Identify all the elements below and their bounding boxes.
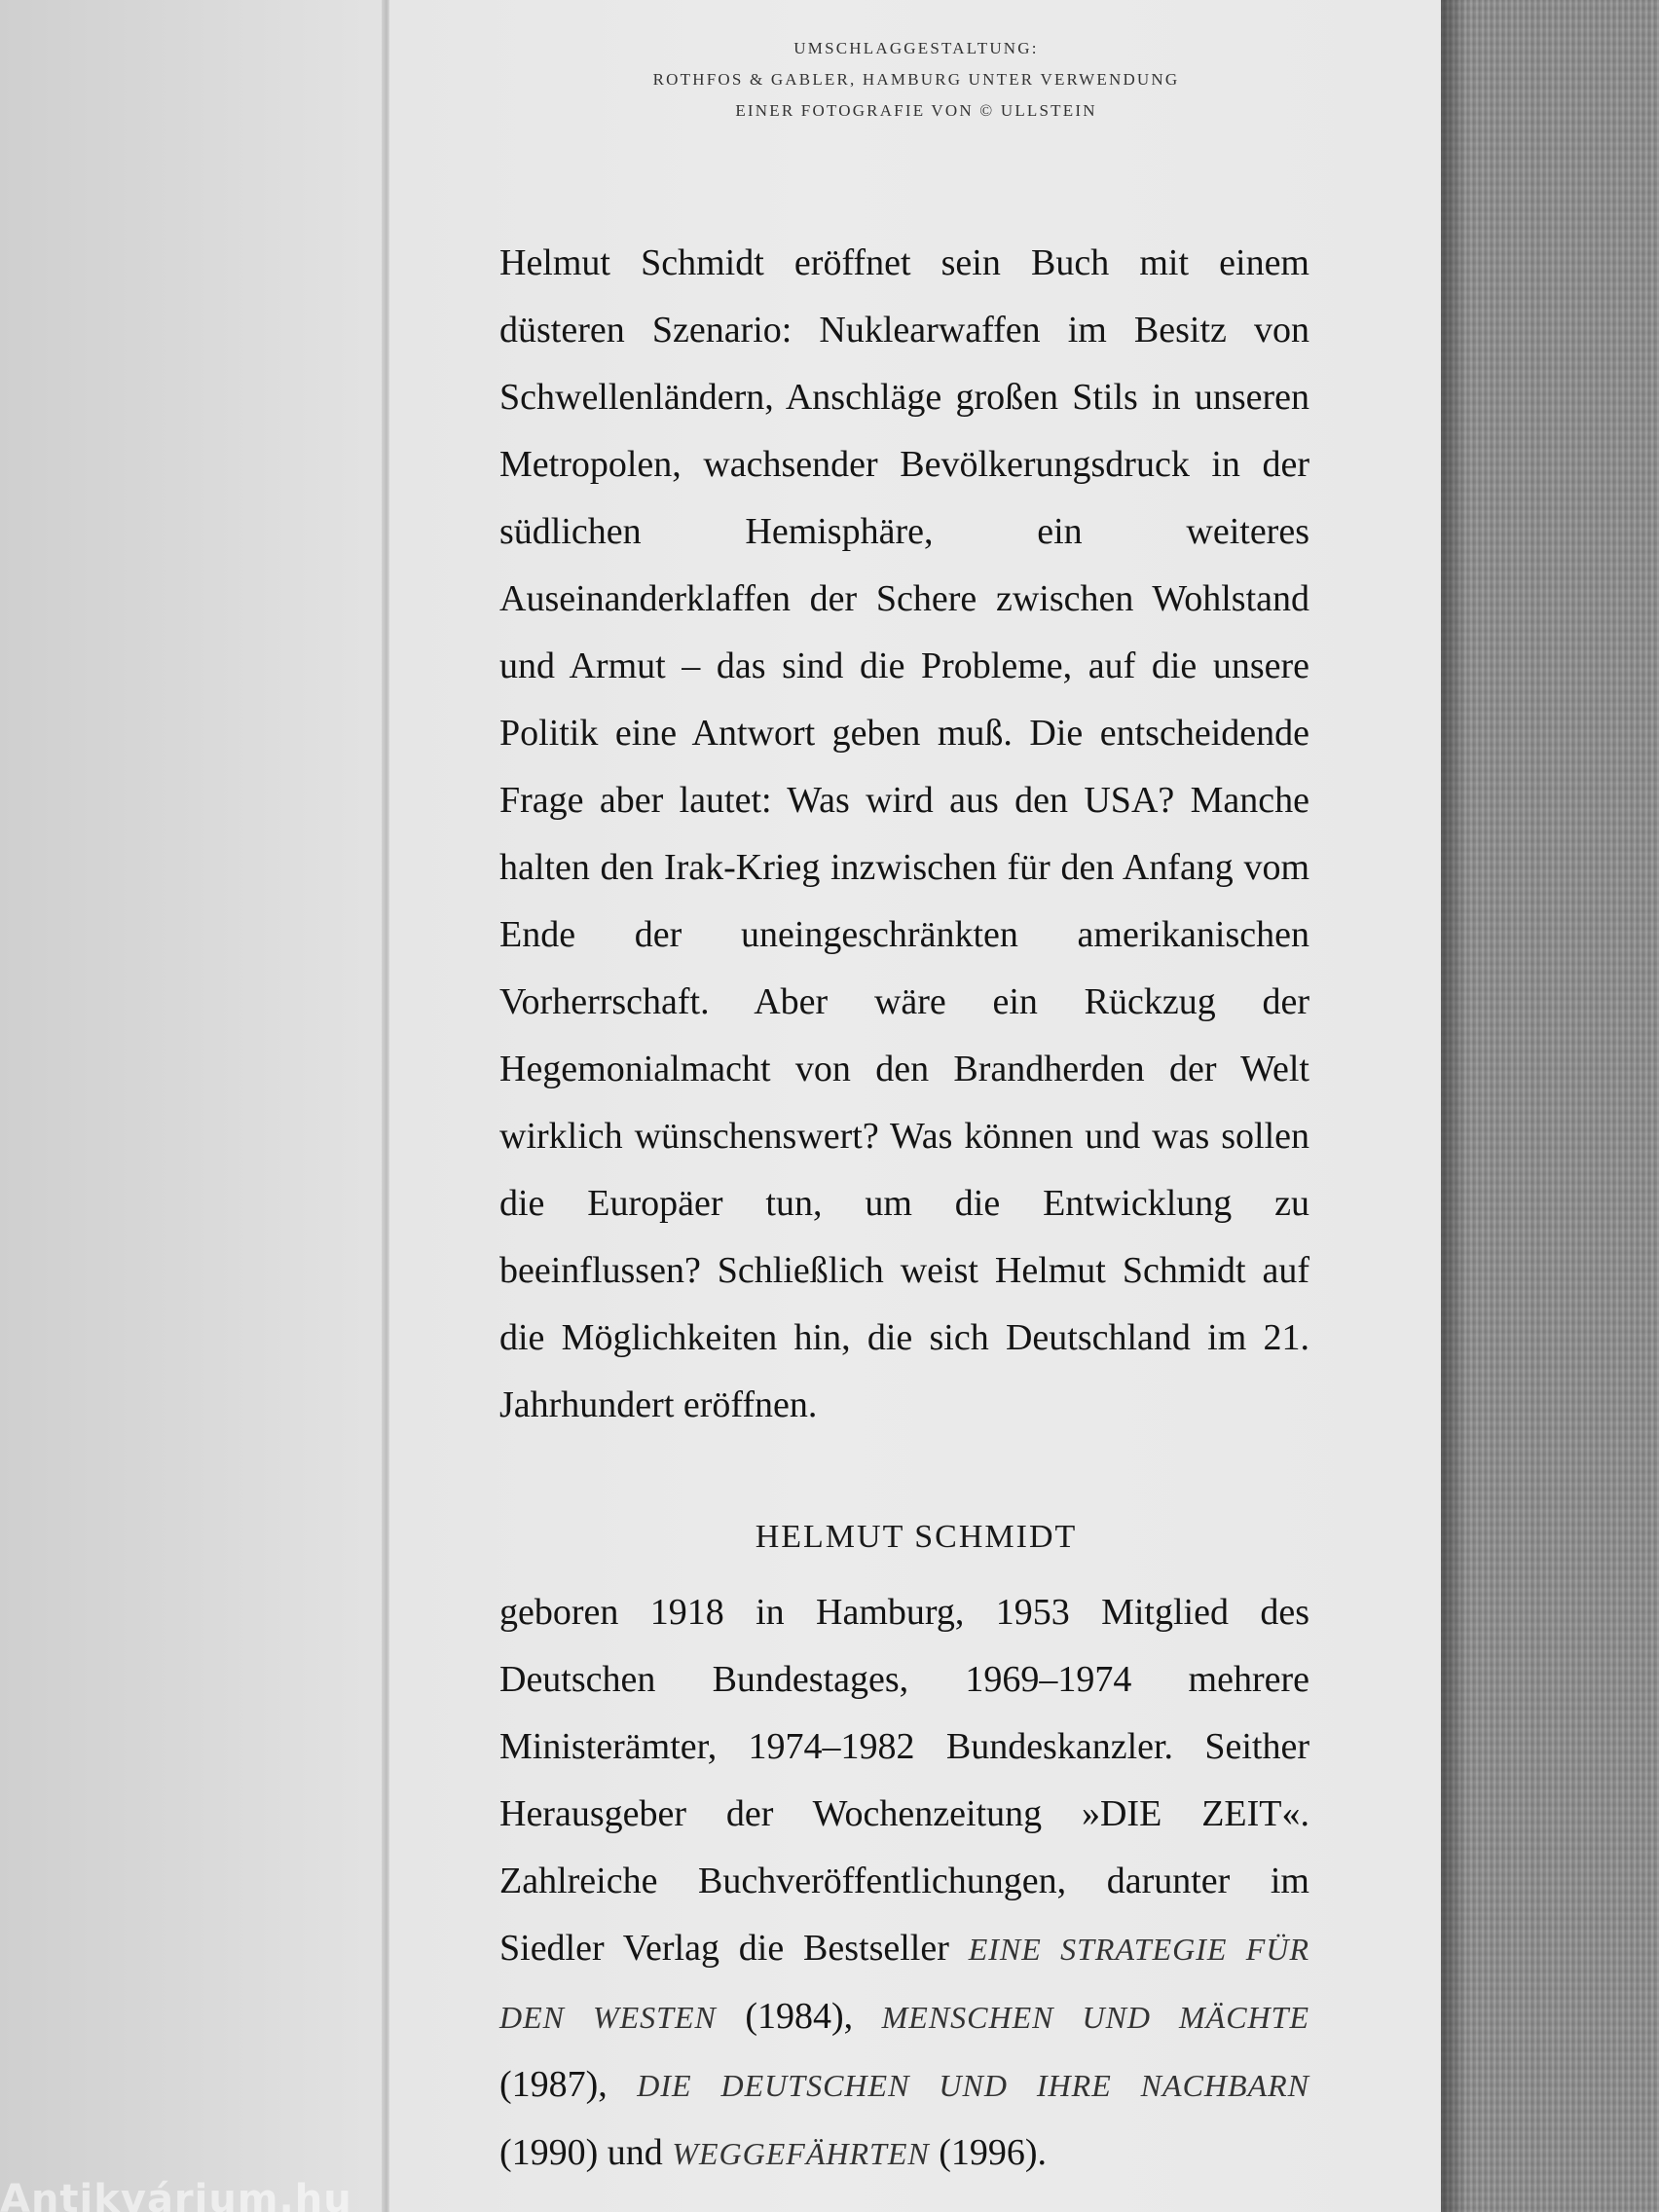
bio-intro: geboren 1918 in Hamburg, 1953 Mitglied des Deutschen Bundestages, 1969–1974 mehrere Ministerämter, 1974–1982 Bundeskanzler. Seither Herausgeber der Wochenzeitung »DIE ZEIT«. Zahlreiche Buchveröffentlichungen, darunter im Siedler Verlag die Bestseller (499, 1592, 1309, 1969)
author-heading: HELMUT SCHMIDT (755, 1519, 1078, 1555)
credits-line-2: ROTHFOS & GABLER, HAMBURG UNTER VERWENDUNG (652, 70, 1180, 89)
bio-end: (1996). (929, 2132, 1048, 2173)
book-title-3: DIE DEUTSCHEN UND IHRE NACHBARN (637, 2068, 1310, 2103)
book-flap-page (389, 0, 1443, 2212)
cover-credits (389, 33, 1443, 127)
book-blurb: Helmut Schmidt eröffnet sein Buch mit einem düsteren Szenario: Nuklearwaffen im Besitz von Schwellenländern, Anschläge großen Stils in unseren Metropolen, wachsender Bevölkerungsdruck in der südlichen Hemisphäre, ein weiteres Auseinanderklaffen der Schere zwischen Wohlstand und Armut – das sind die Probleme, auf die unsere Politik eine Antwort geben muß. Die entscheidende Frage aber lautet: Was wird aus den USA? Manche halten den Irak-Krieg inzwischen für den Anfang vom Ende der uneingeschränkten amerikanischen Vorherrschaft. Aber wäre ein Rückzug der Hegemonialmacht von den Brandherden der Welt wirklich wünschenswert? Was können und was sollen die Europäer tun, um die Entwicklung zu beeinflussen? Schließlich weist Helmut Schmidt auf die Möglichkeiten hin, die sich Deutschland im 21. Jahrhundert eröffnen. (499, 242, 1309, 1425)
book-title-2: MENSCHEN UND MÄCHTE (881, 2000, 1309, 2035)
bio-separator-3: (1990) und (499, 2132, 673, 2173)
watermark: Antikvárium.hu (0, 2177, 352, 2212)
credits-line-3: EINER FOTOGRAFIE VON © ULLSTEIN (735, 101, 1097, 120)
author-bio (499, 1579, 1309, 2188)
textured-background (1441, 0, 1659, 2212)
book-title-1: EINE STRATEGIE FÜR DEN WESTEN (499, 1932, 1309, 2035)
bio-separator-2: (1987), (499, 2064, 638, 2105)
credits-line-1: UMSCHLAGGESTALTUNG: (793, 39, 1039, 57)
adjacent-blurred-page (0, 0, 389, 2212)
book-title-4: WEGGEFÄHRTEN (672, 2136, 930, 2171)
page-shadow (1441, 0, 1466, 2212)
bio-separator-1: (1984), (716, 1996, 882, 2037)
